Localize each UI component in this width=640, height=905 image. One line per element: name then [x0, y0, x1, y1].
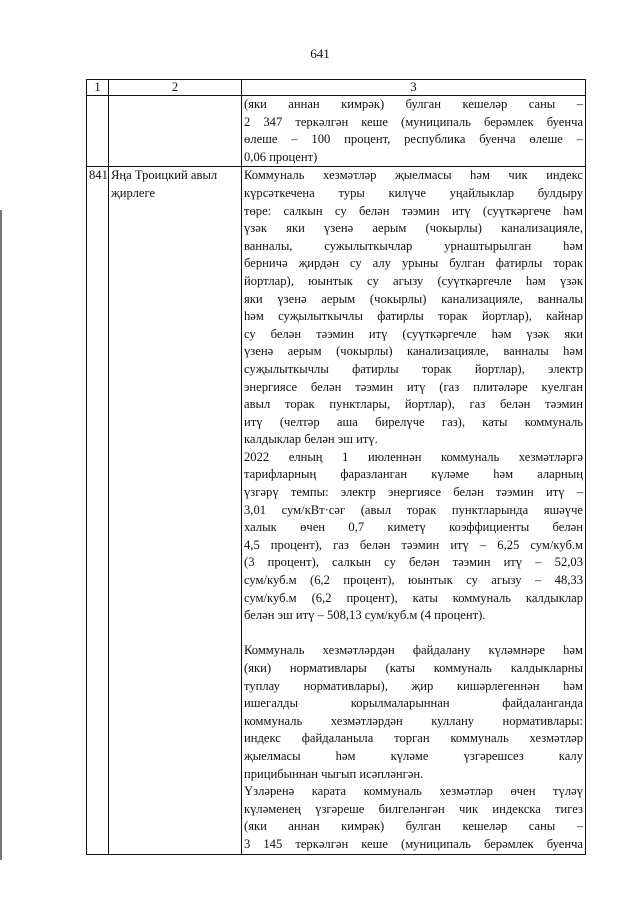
paragraph-population	[244, 783, 583, 853]
text-line: 0,06 процент)	[244, 149, 318, 164]
continuation-number-cell	[87, 96, 109, 167]
table-row-841	[87, 167, 586, 854]
text-line: күләменең үзгәреше билгеләнгән чик индекска тигез	[244, 801, 583, 816]
text-line: суҗылыткычлы фатирлы торак йортлар), электр	[244, 361, 583, 376]
text-line: прицибыннан чыгып исәпләнгән.	[244, 766, 424, 781]
text-line: йортлар), юынтык су агызу (суүткәргечле һәм үзәк	[244, 273, 583, 288]
text-line: ишегалды корылмаларыннан файдаланганда	[244, 696, 583, 711]
text-line: 3,01 сум/кВт·сәг (авыл торак пунктларында яшәүче	[244, 502, 583, 517]
text-line: индекс файдаланыла торган коммуналь хезмәтләр	[244, 731, 583, 746]
page-number: 641	[310, 46, 330, 61]
text-line: һәм суҗылыткычлы фатирлы торак йортлар), кайнар	[244, 309, 583, 324]
continuation-text-cell	[242, 96, 586, 167]
text-line: 3 145 теркәлгән кеше (муниципаль берәмлек буенча	[244, 836, 583, 851]
text-line: сум/куб.м (6,2 процент), юынтык су агызу – 48,33	[244, 573, 583, 588]
text-line: халык өчен 0,7 киметү коэффициенты белән	[244, 520, 583, 535]
header-col-1: 1	[87, 80, 109, 96]
text-line: (яки) нормативлары (каты коммуналь калдыкларны	[244, 661, 583, 675]
text-line: 2022 елның 1 июленнән коммуналь хезмәтләргә	[244, 449, 583, 464]
text-line: җыелмасы һәм күләме үзгәрешсез калу	[244, 748, 583, 763]
row-number: 841	[87, 167, 109, 854]
text-line: Үзләренә карата коммуналь хезмәтләр өчен түләү	[244, 784, 583, 799]
text-line: күрсәткечена туры килүче уңайлыклар булдыру	[244, 185, 583, 200]
text-line: белән эш итү – 508,13 сум/куб.м (4 процент).	[244, 608, 486, 623]
text-line: ванналы, сужылыткычлар урнаштырылган һәм	[244, 238, 583, 253]
text-line: тарифларның фаразланган күләме һәм аларның	[244, 467, 583, 482]
scan-edge-line	[0, 210, 2, 860]
text-line: энергиясе белән тәэмин итү (газ плитәләре куелган	[244, 379, 583, 394]
header-col-2: 2	[109, 80, 242, 96]
text-line: төре: салкын су белән тәэмин итү (суүткәргече һәм	[244, 203, 583, 218]
text-line: су белән тәэмин итү (суүткәргечле һәм үзәк яки	[244, 326, 583, 341]
text-line: (яки аннан кимрәк) булган кешеләр саны –	[244, 97, 583, 111]
text-line: (3 процент), салкын су белән тәэмин итү – 52,03	[244, 555, 583, 570]
paragraph-services	[244, 167, 583, 449]
header-col-3: 3	[242, 80, 586, 96]
table-header-row	[87, 80, 586, 96]
text-line: үзенә аерым (чокырлы) канализацияле, ванналы һәм	[244, 344, 583, 359]
text-line: берничә җирдән су алу урыны булган фатирлы торак	[244, 256, 583, 271]
settlement-name-line: җирлеге	[111, 185, 156, 200]
settlement-text-cell	[242, 167, 586, 854]
text-line: Коммуналь хезмәтләр җыелмасы һәм чик индекс	[244, 168, 583, 183]
settlement-name-cell	[109, 167, 242, 854]
text-line: өлеше – 100 процент, республика буенча өлеше –	[244, 132, 583, 147]
text-line: итү (челтәр аша бирелүче газ), каты коммуналь	[244, 414, 583, 429]
text-line: (яки аннан кимрәк) булган кешеләр саны –	[244, 819, 583, 834]
text-line: авыл торак пунктлары, йортлар), газ белән тәэмин	[244, 397, 583, 412]
text-line: туплау нормативлары), җир кишәрлегеннән һәм	[244, 678, 583, 693]
text-line: яки үзенә аерым (чокырлы) канализацияле, ванналы	[244, 291, 583, 306]
text-line: коммуналь хезмәтләрдән куллану нормативлары:	[244, 713, 583, 728]
text-line: 2 347 теркәлгән кеше (муниципаль берәмлек буенча	[244, 114, 583, 129]
text-line: Коммуналь хезмәтләрдән файдалану күләмнәре һәм	[244, 643, 583, 658]
settlement-name-line: Яңа Троицкий авыл	[111, 168, 218, 183]
paragraph-norms	[244, 642, 583, 783]
text-line: үзәк яки үзенә аерым (чокырлы) канализацияле,	[244, 221, 583, 236]
continuation-name-cell	[109, 96, 242, 167]
text-line: 4,5 процент), газ белән тәэмин итү – 6,25 сум/куб.м	[244, 537, 583, 552]
table-row-continuation	[87, 96, 586, 167]
document-table	[86, 79, 586, 855]
paragraph-tariffs	[244, 449, 583, 625]
text-line: калдыклар белән эш итү.	[244, 432, 378, 447]
paragraph-gap	[244, 625, 583, 643]
text-line: сум/куб.м (6,2 процент), каты коммуналь калдыклар	[244, 590, 583, 605]
text-line: үзгәрү темпы: электр энергиясе белән тәэмин итү –	[244, 485, 583, 500]
